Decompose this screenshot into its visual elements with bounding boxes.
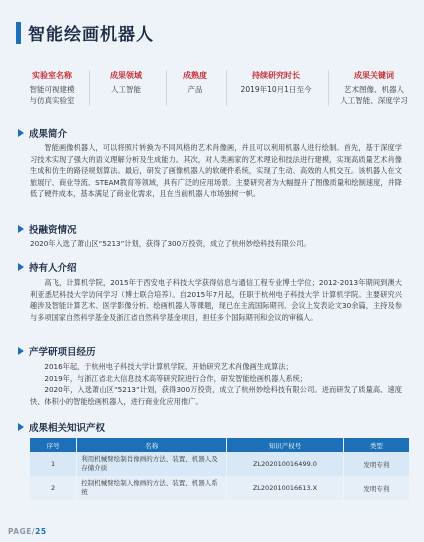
triangle-bullet-icon: [18, 423, 24, 431]
history-line: 2019年，与浙江省北大信息技术高等研究院进行合作，研发智能绘画机器人系统；: [44, 373, 308, 383]
meta-divider: [328, 70, 329, 106]
cell-type: 发明专利: [343, 476, 409, 500]
owner-text: 高飞，计算机学院，2015年于西安电子科技大学获得信息与通信工程专业博士学位；2012-2013年期间到澳大利亚悉尼科技大学访问学习（博士联合培养）。自2015年7月起，任职于杭州电子科技大学 计算机学院。主要研究兴趣涉及智能计算艺术、医学影像分析、绘画机器人等课题，现已在主流国际期刊、会议上发表论文30余篇，主持及参与多项国家自然科学基金及浙江省自然科学基金项目，担任多个国际期刊和会议的审稿人。: [30, 278, 402, 322]
cell-name: 控制机械臂绘制人像画的方法、装置、机器人系统: [77, 476, 227, 500]
page-number: [8, 527, 47, 536]
history-line: 2020年，入选萧山区“5213”计划，获得300万投资，成立了杭州妙绘科技有限公司。进而研发了质量高、速度快、体积小的智能绘画机器人，进行商业化应用推广。: [30, 385, 402, 406]
section-heading-history: 产学研项目经历: [18, 344, 96, 358]
cell-no: 2: [30, 476, 77, 500]
meta-value: 智能可视建模 与仿真实验室: [29, 85, 75, 105]
section-heading-ip: 成果相关知识产权: [18, 420, 105, 434]
meta-divider: [166, 70, 167, 106]
page-number-value: 25: [35, 527, 47, 536]
triangle-bullet-icon: [18, 225, 24, 233]
cell-type: 发明专利: [343, 452, 409, 476]
meta-value: 人工智能: [111, 85, 141, 94]
triangle-bullet-icon: [18, 347, 24, 355]
column-header: 序号: [30, 438, 77, 452]
page-prefix: PAGE/: [8, 527, 36, 536]
table-row: [30, 476, 410, 500]
meta-value: 艺术图像、机器人 人工智能、深度学习: [340, 85, 408, 105]
page-title: 智能绘画机器人: [28, 25, 154, 45]
ip-table: [30, 438, 410, 500]
meta-keywords: [330, 70, 418, 106]
triangle-bullet-icon: [18, 263, 24, 271]
meta-label: 成熟度: [183, 71, 207, 80]
meta-lab: [20, 70, 84, 106]
title-accent-bar: [16, 22, 21, 44]
section-heading-owner: 持有人介绍: [18, 260, 77, 274]
cell-id: ZL202010016499.0: [227, 452, 344, 476]
triangle-bullet-icon: [18, 129, 24, 137]
meta-maturity: [170, 70, 220, 95]
meta-duration: [230, 70, 322, 95]
cell-no: 1: [30, 452, 77, 476]
intro-text: 智能画像机器人，可以将照片转换为不同风格的艺术肖像画，并且可以利用机器人进行绘制。首先，基于深度学习技术实现了强大的语义理解分析及生成能力。其次，对人类画家的艺术理论和技法进行建模，实现高质量艺术肖像生成和仿生的路径规划算法。最后，研发了画像机器人的软硬件系统，实现了生动、高效的人机交互。该机器人在文旅展厅、商业导流、STEAM教育等领域，具有广泛的应用场景。主要研究者为大幅提升了图像质量和绘制速度，并降低了硬件成本，基本满足了商业化需求，且在当前机器人市场独树一帜。: [30, 143, 402, 199]
meta-divider: [89, 70, 90, 106]
meta-value: 产品: [187, 85, 203, 94]
cell-id: ZL202010016613.X: [227, 476, 344, 500]
meta-label: 成果领域: [110, 71, 142, 80]
section-heading-intro: 成果简介: [18, 126, 67, 140]
history-line: 2016年起，于杭州电子科技大学计算机学院、开始研究艺术肖像画生成算法；: [44, 362, 293, 371]
meta-divider: [226, 70, 227, 106]
meta-field: [94, 70, 158, 95]
history-list: [30, 361, 402, 407]
table-row: [30, 452, 410, 476]
section-heading-investment: 投融资情况: [18, 222, 77, 236]
column-header: 类型: [343, 438, 409, 452]
cell-name: 利用机械臂绘制肖像画的方法、装置、机器人及存储介质: [77, 452, 227, 476]
meta-label: 实验室名称: [32, 71, 72, 80]
table-header-row: [30, 438, 410, 452]
column-header: 知识产权号: [227, 438, 344, 452]
investment-text: 2020年入选了萧山区“5213”计划，获得了300万投资，成立了杭州妙绘科技有限公司。: [30, 239, 311, 248]
meta-label: 持续研究时长: [252, 71, 300, 80]
column-header: 名称: [77, 438, 227, 452]
meta-label: 成果关键词: [354, 71, 394, 80]
meta-value: 2019年10月1日至今: [240, 85, 312, 94]
